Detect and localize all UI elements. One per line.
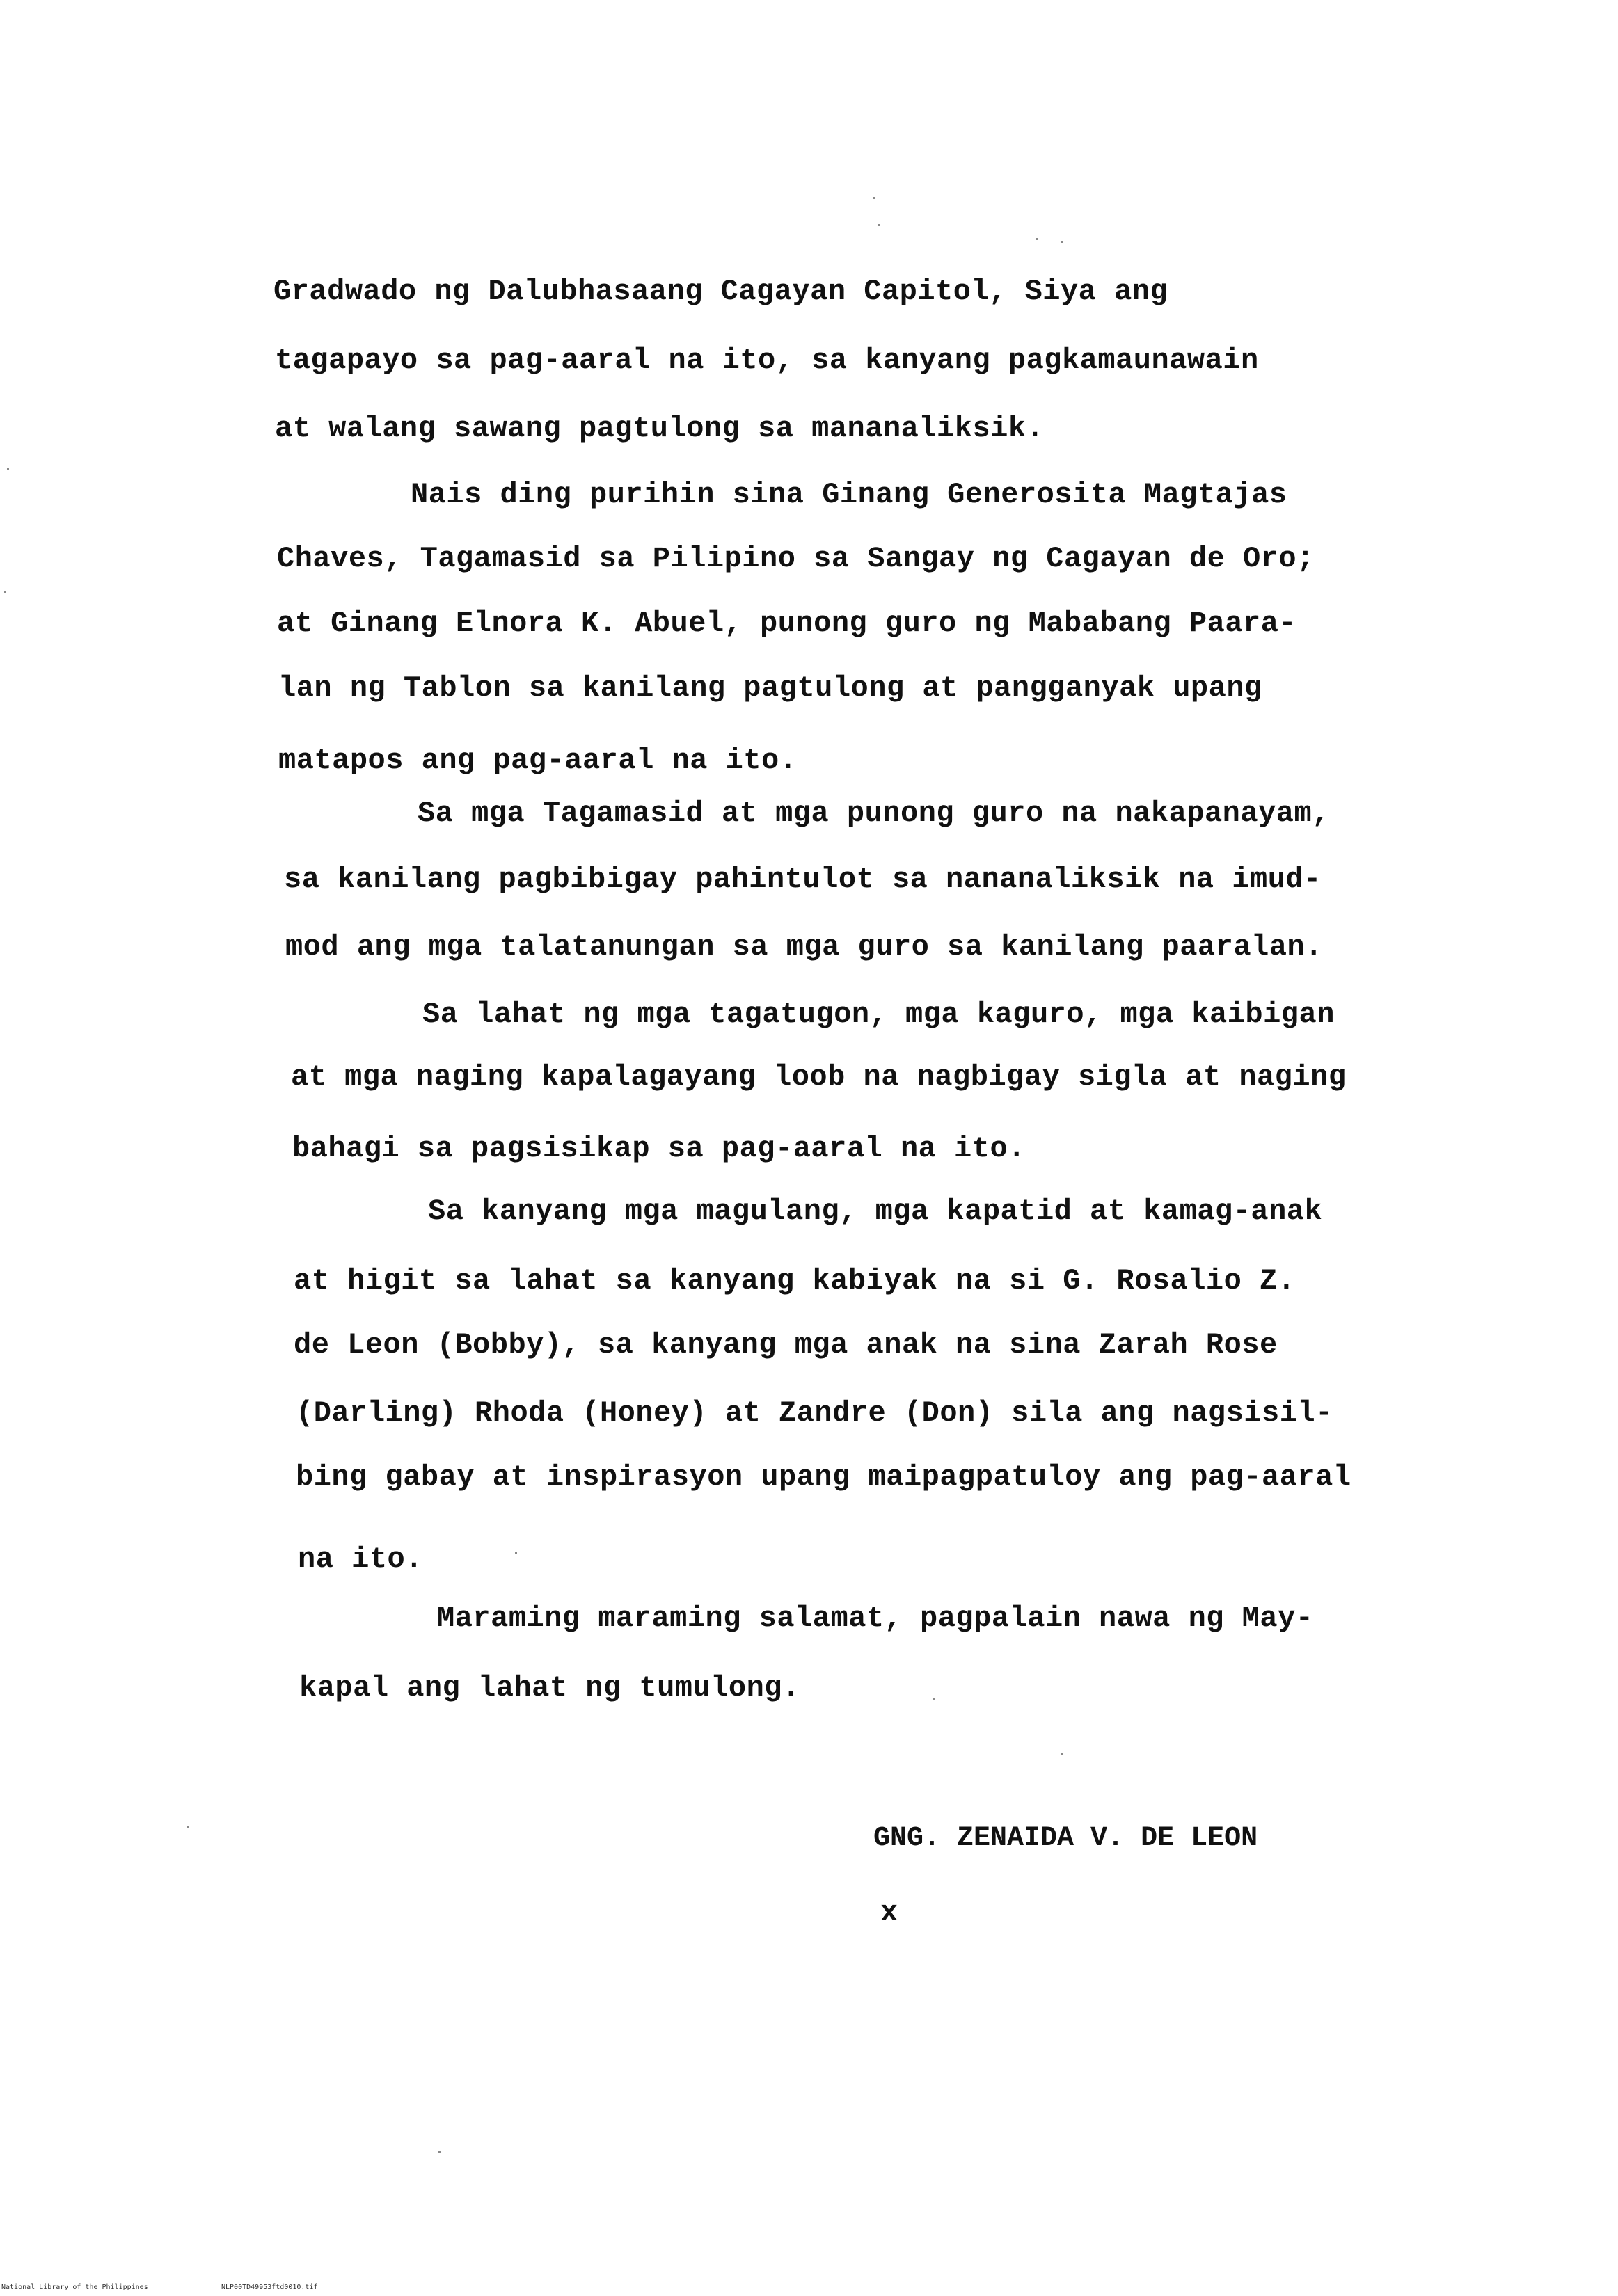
text-line: sa kanilang pagbibigay pahintulot sa nananaliksik na imud- — [284, 863, 1322, 896]
text-line: bahagi sa pagsisikap sa pag-aaral na ito. — [292, 1132, 1026, 1165]
text-line: (Darling) Rhoda (Honey) at Zandre (Don) sila ang nagsisil- — [296, 1396, 1333, 1430]
text-line: matapos ang pag-aaral na ito. — [278, 744, 798, 777]
text-line: at walang sawang pagtulong sa mananaliksik. — [275, 412, 1045, 445]
scan-speck — [7, 468, 9, 470]
text-line: lan ng Tablon sa kanilang pagtulong at pangganyak upang — [278, 671, 1262, 705]
text-line: na ito. — [298, 1542, 423, 1576]
text-line: bing gabay at inspirasyon upang maipagpatuloy ang pag-aaral — [296, 1460, 1351, 1494]
scan-speck — [187, 1826, 189, 1828]
text-line: Maraming maraming salamat, pagpalain nawa ng May- — [437, 1602, 1314, 1635]
text-line: Chaves, Tagamasid sa Pilipino sa Sangay ng Cagayan de Oro; — [277, 542, 1315, 575]
scan-speck — [878, 224, 880, 226]
text-line: tagapayo sa pag-aaral na ito, sa kanyang pagkamaunawain — [275, 344, 1259, 377]
signature-name: GNG. ZENAIDA V. DE LEON — [873, 1823, 1258, 1854]
text-line: Nais ding purihin sina Ginang Generosita Magtajas — [411, 478, 1287, 511]
scan-speck — [515, 1552, 517, 1554]
page-number: x — [880, 1896, 898, 1929]
text-line: de Leon (Bobby), sa kanyang mga anak na sina Zarah Rose — [294, 1328, 1278, 1362]
footer-file-name: NLP00TD49953ftd0010.tif — [221, 2283, 318, 2291]
text-line: Sa mga Tagamasid at mga punong guro na nakapanayam, — [418, 797, 1330, 830]
text-line: kapal ang lahat ng tumulong. — [299, 1671, 800, 1705]
scan-speck — [1036, 238, 1038, 240]
text-line: Sa kanyang mga magulang, mga kapatid at kamag-anak — [428, 1195, 1323, 1228]
text-line: mod ang mga talatanungan sa mga guro sa kanilang paaralan. — [285, 930, 1323, 964]
scan-speck — [438, 2151, 441, 2153]
scan-speck — [1061, 241, 1063, 243]
scan-speck — [873, 197, 875, 199]
text-line: at mga naging kapalagayang loob na nagbigay sigla at naging — [291, 1060, 1347, 1094]
text-line: Gradwado ng Dalubhasaang Cagayan Capitol, Siya ang — [273, 275, 1168, 308]
scan-speck — [4, 591, 6, 593]
scan-speck — [1061, 1753, 1063, 1755]
text-line: Sa lahat ng mga tagatugon, mga kaguro, mga kaibigan — [422, 998, 1335, 1031]
scan-speck — [933, 1698, 935, 1700]
text-line: at Ginang Elnora K. Abuel, punong guro ng Mababang Paara- — [277, 607, 1297, 640]
footer-library-credit: National Library of the Philippines — [1, 2283, 148, 2291]
text-line: at higit sa lahat sa kanyang kabiyak na si G. Rosalio Z. — [294, 1264, 1296, 1298]
